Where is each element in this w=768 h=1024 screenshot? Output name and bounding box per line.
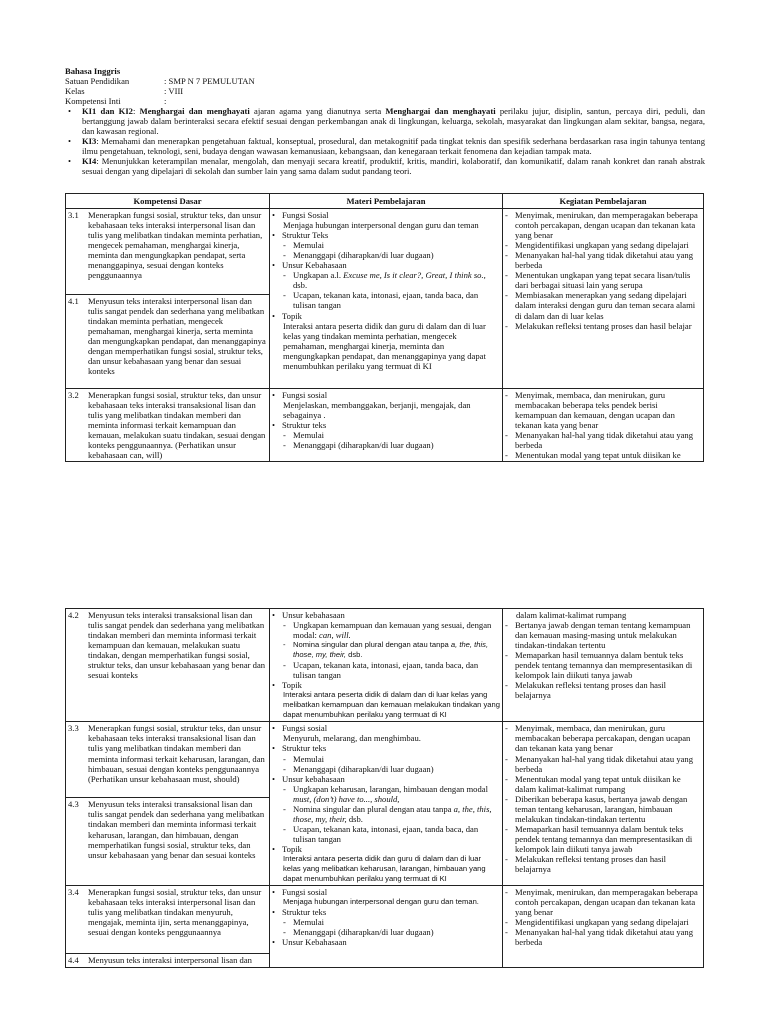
- dash-item: - Menanggapi (diharapkan/di luar dugaan): [272, 927, 500, 937]
- meta-row-ki: [65, 96, 705, 106]
- kd-number: 4.2: [68, 610, 79, 620]
- materi-text: Ucapan, tekanan kata, intonasi, ejaan, tanda baca, dan tulisan tangan: [293, 290, 479, 311]
- ki-text: : Memahami dan menerapkan pengetahuan faktual, konseptual, prosedural, dan metakognitif pada tingkat teknis dan spesifik sederhana berdasarkan rasa ingin tahunya tentang ilmu pengetahuan, teknologi, seni, budaya dengan wawasan kemanusiaan, kebangsaan, dan kenegaraan terkait fenomena dan kejadian tampak mata.: [82, 136, 705, 157]
- kd-cell: [66, 722, 270, 886]
- kd-item: [68, 887, 267, 953]
- dash-item: - Nomina singular dan plural dengan atau tanpa a, the, this, those, my, their, dsb.: [283, 803, 492, 824]
- materi-cell: [270, 209, 503, 389]
- kegiatan-item: - Menanyakan hal-hal yang tidak diketahui atau yang berbeda: [505, 430, 701, 450]
- materi-text: Menanggapi (diharapkan/di luar dugaan): [293, 440, 434, 451]
- materi-cell: [270, 886, 503, 968]
- dash-item: - Menanggapi (diharapkan/di luar dugaan): [272, 250, 500, 260]
- ki1-ki2-item: [65, 106, 705, 136]
- materi-heading: Unsur Kebahasaan: [282, 937, 347, 948]
- materi-text: Interaksi antara peserta didik di dalam dan di luar kelas yang melibatkan kemampuan dan kemauan melakukan tindakan yang dapat menumbuhkan perilaku yang termuat di KI: [283, 690, 500, 720]
- kd-cell: [66, 389, 270, 462]
- kegiatan-text: Memaparkan hasil temuannya dalam bentuk teks pendek tentang temannya dan mempresentasikan di kelompok lain diikuti tanya jawab: [515, 650, 693, 681]
- kegiatan-text: Memaparkan hasil temuannya dalam bentuk teks pendek tentang temannya dan mempresentasikan di kelompok lain diikuti tanya jawab: [515, 823, 693, 854]
- bullet-item: • Fungsi sosial: [272, 390, 500, 400]
- dash-item: - Ungkapan kemampuan dan kemauan yang sesuai, dengan modal: can, will.: [283, 620, 492, 641]
- materi-text: Menanggapi (diharapkan/di luar dugaan): [293, 250, 434, 261]
- kegiatan-text: Menentukan ungkapan yang tepat secara lisan/tulis dari berbagai situasi lain yang serupa: [515, 270, 691, 291]
- materi-text: Menjelaskan, membanggakan, berjanji, mengajak, dan sebagainya .: [283, 400, 471, 421]
- kd-cell: [66, 209, 270, 389]
- kegiatan-text: Menentukan modal yang tepat untuk diisikan ke dalam kalimat-kalimat rumpang: [515, 773, 681, 794]
- kegiatan-text: Menanyakan hal-hal yang tidak diketahui atau yang berbeda: [515, 250, 694, 271]
- kegiatan-item: - Mengidentifikasi ungkapan yang sedang dipelajari: [505, 917, 701, 927]
- ki-bold-text: Menghargai dan menghayati: [139, 106, 250, 117]
- materi-italic-text: must, (don’t) have to..., should,: [293, 793, 400, 804]
- ki-text: :: [132, 106, 140, 117]
- materi-heading: Fungsi sosial: [282, 723, 328, 734]
- materi-text: Memulai: [293, 430, 325, 441]
- col-header-kompetensi: Kompetensi Dasar: [66, 194, 270, 209]
- bullet-item: • Fungsi sosial: [272, 887, 500, 897]
- bullet-item: • Topik: [272, 311, 500, 321]
- meta-key: Satuan Pendidikan: [65, 76, 130, 87]
- bullet-item: • Fungsi sosial: [272, 723, 500, 733]
- materi-heading: Struktur teks: [282, 743, 327, 754]
- kd-item: [66, 294, 269, 377]
- meta-key: Kompetensi Inti: [65, 96, 121, 107]
- kd-item: [66, 797, 269, 860]
- kegiatan-item: - Menyimak, membaca, dan menirukan, guru membacakan beberapa percakapan, dengan ucapan dan tekanan kata yang benar: [505, 723, 701, 753]
- materi-heading: Unsur Kebahasaan: [282, 260, 347, 271]
- materi-text: Ucapan, tekanan kata, intonasi, ejaan, tanda baca, dan tulisan tangan: [293, 823, 479, 844]
- ki-label: KI4: [82, 156, 97, 167]
- meta-row-satuan: [65, 76, 705, 86]
- kd-text: Menyusun teks interaksi transaksional lisan dan tulis sangat pendek dan sederhana yang melibatkan tindakan memberi dan meminta informasi terkait keharusan, larangan, dan himbauan, dengan memperhatikan fungsi sosial, struktur teks, dan unsur kebahasaan yang benar dan sesuai konteks: [88, 799, 265, 860]
- materi-text: dsb.: [346, 650, 363, 660]
- bullet-item: • Topik: [272, 680, 500, 690]
- materi-italic-text: a, the, this, those, my, their,: [293, 640, 489, 660]
- ki-text: ajaran agama yang dianutnya serta: [249, 106, 386, 117]
- materi-text: Ucapan, tekanan kata, intonasi, ejaan, tanda baca, dan tulisan tangan: [293, 660, 479, 681]
- materi-cell: [270, 389, 503, 462]
- kd-number: 3.1: [68, 210, 79, 221]
- kd-text: Menerapkan fungsi sosial, struktur teks, dan unsur kebahasaan teks interaksi transaksional lisan dan tulis yang melibatkan tindakan memberi dan meminta informasi terkait kemampuan dan kemauan, melakukan suatu tindakan, sesuai dengan konteks penggunaannya. (Perhatikan unsur kebahasaan can, will): [88, 390, 266, 461]
- kegiatan-text: Menyimak, menirukan, dan memperagakan beberapa contoh percakapan, dengan ucapan dan tekanan kata yang benar: [515, 210, 698, 241]
- materi-italic-text: a, the, this, those, my, their,: [293, 803, 492, 824]
- curriculum-table-1: [65, 193, 704, 462]
- kegiatan-cell: [503, 209, 704, 389]
- kd-number: 4.3: [68, 799, 79, 810]
- kegiatan-text: Menentukan modal yang tepat untuk diisikan ke: [515, 450, 681, 461]
- kd-text: Menerapkan fungsi sosial, struktur teks, dan unsur kebahasaan teks interaksi interpersonal lisan dan tulis yang melibatkan tindakan meminta perhatian, mengecek pemahaman, menghargai kinerja, meminta dan mengungkapkan pendapat, serta menanggapinya, sesuai dengan konteks penggunaannya: [88, 210, 263, 281]
- kd-number: 3.2: [68, 390, 79, 401]
- kegiatan-cell: [503, 886, 704, 968]
- ki4-item: [65, 156, 705, 176]
- kompetensi-inti-list: [65, 106, 705, 176]
- kegiatan-item: - Menanyakan hal-hal yang tidak diketahui atau yang berbeda: [505, 754, 701, 774]
- bullet-item: • Unsur kebahasaan: [272, 774, 500, 784]
- kd-number: 3.3: [68, 723, 79, 734]
- materi-text: Memulai: [293, 240, 325, 251]
- kegiatan-item: - Menentukan modal yang tepat untuk diisikan ke: [505, 450, 701, 460]
- table-row: [66, 722, 704, 886]
- materi-heading: Topik: [282, 680, 302, 691]
- kegiatan-text: Menyimak, menirukan, dan memperagakan beberapa contoh percakapan, dengan ucapan dan tekanan kata yang benar: [515, 887, 698, 918]
- kd-item: [68, 610, 267, 680]
- materi-text: Memulai: [293, 753, 325, 764]
- dash-item: - Menanggapi (diharapkan/di luar dugaan): [272, 440, 500, 450]
- kegiatan-text: Membiasakan menerapkan yang sedang dipelajari dalam interaksi dengan guru dan teman secara alami di dalam dan di luar kelas: [515, 290, 696, 321]
- kd-item: [68, 390, 267, 460]
- col-header-materi: Materi Pembelajaran: [270, 194, 503, 209]
- dash-item: - Memulai: [272, 240, 500, 250]
- materi-heading: Fungsi sosial: [282, 887, 328, 898]
- kegiatan-item: - Membiasakan menerapkan yang sedang dipelajari dalam interaksi dengan guru dan teman secara alami di dalam dan di luar kelas: [505, 290, 701, 320]
- kegiatan-continuation: dalam kalimat-kalimat rumpang: [516, 610, 627, 620]
- dash-item: - Nomina singular dan plural dengan atau tanpa a, the, this, those, my, their, dsb.: [283, 640, 489, 660]
- subject-title: Bahasa Inggris: [65, 66, 121, 76]
- materi-text: Nomina singular dan plural dengan atau tanpa: [293, 640, 451, 650]
- materi-heading: Unsur kebahasaan: [282, 610, 345, 620]
- bullet-item: • Unsur kebahasaan: [272, 610, 500, 620]
- ki3-item: [65, 136, 705, 156]
- kegiatan-item: - Memaparkan hasil temuannya dalam bentuk teks pendek tentang temannya dan mempresentasikan di kelompok lain diikuti tanya jawab: [505, 650, 701, 680]
- bullet-item: • Fungsi Sosial: [272, 210, 500, 220]
- materi-heading: Struktur teks: [282, 420, 327, 431]
- bullet-item: • Struktur Teks: [272, 230, 500, 240]
- kegiatan-item: - Melakukan refleksi tentang proses dan hasil belajarnya: [505, 680, 701, 700]
- kegiatan-text: Bertanya jawab dengan teman tentang kemampuan dan kemauan masing-masing untuk melakukan tindakan-tindakan tertentu: [515, 620, 691, 651]
- meta-value: : VIII: [164, 86, 184, 97]
- kegiatan-item: - Mengidentifikasi ungkapan yang sedang dipelajari: [505, 240, 701, 250]
- kd-number: 3.4: [68, 887, 79, 898]
- kd-text: Menerapkan fungsi sosial, struktur teks, dan unsur kebahasaan teks interaksi transaksional lisan dan tulis yang melibatkan tindakan memberi dan meminta informasi terkait keharusan, larangan, dan himbauan, sesuai dengan konteks penggunaannya (Perhatikan unsur kebahasaan must, should): [88, 723, 265, 784]
- materi-text: Menanggapi (diharapkan/di luar dugaan): [293, 763, 434, 774]
- dash-item: - Memulai: [272, 430, 500, 440]
- kd-text: Menyusun teks interaksi interpersonal lisan dan: [88, 955, 252, 966]
- materi-text: Menyuruh, melarang, dan menghimbau.: [283, 733, 421, 744]
- kegiatan-text: Diberikan beberapa kasus, bertanya jawab dengan teman tentang keharusan, larangan, himbauan melakukan tindakan-tindakan tertentu: [515, 793, 688, 824]
- kegiatan-item: - Menyimak, menirukan, dan memperagakan beberapa contoh percakapan, dengan ucapan dan tekanan kata yang benar: [505, 210, 701, 240]
- kegiatan-text: Menanyakan hal-hal yang tidak diketahui atau yang berbeda: [515, 927, 694, 948]
- dash-item: - Ungkapan a.l. Excuse me, Is it clear?, Great, I think so., dsb.: [283, 270, 486, 291]
- kegiatan-item: - Diberikan beberapa kasus, bertanya jawab dengan teman tentang keharusan, larangan, himbauan melakukan tindakan-tindakan tertentu: [505, 794, 701, 824]
- curriculum-table-2: [65, 608, 704, 968]
- ki-text: : Menunjukkan keterampilan menalar, mengolah, dan menyaji secara kreatif, produktif, kritis, mandiri, kolaboratif, dan komunikatif, dalam ranah konkret dan ranah abstrak sesuai dengan yang dipelajari di sekolah dan sumber lain yang sama dalam sudut pandang teori.: [82, 156, 705, 177]
- ki-label: KI3: [82, 136, 97, 147]
- materi-text: Memulai: [293, 917, 325, 928]
- table-header-row: [66, 194, 704, 209]
- materi-italic-text: can, will.: [319, 630, 351, 641]
- bullet-item: • Struktur teks: [272, 420, 500, 430]
- meta-key: Kelas: [65, 86, 85, 97]
- materi-text: Interaksi antara peserta didik dan guru di dalam dan di luar kelas yang melibatkan keharusan, larangan, himbauan yang dapat menumbuhkan perilaku yang termuat di KI: [283, 853, 486, 883]
- materi-text: Menjaga hubungan interpersonal dengan guru dan teman: [283, 220, 479, 231]
- kd-number: 4.1: [68, 296, 79, 307]
- kegiatan-item: - Menentukan ungkapan yang tepat secara lisan/tulis dari berbagai situasi lain yang serupa: [505, 270, 701, 290]
- materi-heading: Fungsi Sosial: [282, 210, 329, 221]
- kd-item: [68, 210, 267, 294]
- kegiatan-text: Menanyakan hal-hal yang tidak diketahui atau yang berbeda: [515, 430, 694, 451]
- materi-text: Ungkapan kemampuan dan kemauan yang sesuai, dengan modal:: [293, 620, 492, 641]
- kegiatan-text: Mengidentifikasi ungkapan yang sedang dipelajari: [515, 917, 689, 928]
- bullet-item: • Unsur Kebahasaan: [272, 260, 500, 270]
- kegiatan-text: Menyimak, membaca, dan menirukan, guru membacakan beberapa percakapan, dengan ucapan dan tekanan kata yang benar: [515, 723, 691, 754]
- materi-cell: [270, 722, 503, 886]
- bullet-item: • Topik: [272, 844, 500, 854]
- kd-cell: [66, 609, 270, 722]
- materi-text: dsb.: [293, 280, 308, 291]
- kegiatan-item: - Menanyakan hal-hal yang tidak diketahui atau yang berbeda: [505, 927, 701, 947]
- materi-italic-text: Excuse me, Is it clear?, Great, I think so.,: [343, 270, 486, 281]
- ki-text: perilaku jujur, disiplin, santun, percaya diri, peduli, dan bertanggung jawab dalam berinteraksi secara efektif sesuai dengan perkembangan anak di lingkungan, keluarga, sekolah, masyarakat dan lingkungan alam sekitar, bangsa, negara, dan kawasan regional.: [82, 106, 706, 137]
- meta-row-kelas: [65, 86, 705, 96]
- materi-heading: Topik: [282, 843, 302, 854]
- kd-text: Menyusun teks interaksi interpersonal lisan dan tulis sangat pendek dan sederhana yang melibatkan tindakan meminta perhatian, mengecek pemahaman, menghargai kinerja, serta meminta dan mengungkapkan pendapat, dan menanggapinya dengan memperhatikan fungsi sosial, struktur teks, dan unsur kebahasaan yang benar dan sesuai konteks: [88, 296, 266, 377]
- ki-label: KI1 dan KI2: [82, 106, 133, 117]
- kd-text: Menerapkan fungsi sosial, struktur teks, dan unsur kebahasaan teks interaksi interpersonal lisan dan tulis yang melibatkan tindakan menyuruh, mengajak, meminta ijin, serta menanggapinya, sesuai dengan konteks penggunaannya: [88, 887, 262, 938]
- kegiatan-cell: [503, 389, 704, 462]
- kegiatan-text: Melakukan refleksi tentang proses dan hasil belajarnya: [515, 853, 667, 875]
- table-row: [66, 609, 704, 722]
- materi-text: Ungkapan a.l.: [293, 270, 344, 281]
- dash-item: - Ucapan, tekanan kata, intonasi, ejaan, tanda baca, dan tulisan tangan: [272, 824, 500, 844]
- kd-item: [68, 723, 267, 797]
- table-row: [66, 209, 704, 389]
- materi-text: Interaksi antara peserta didik dan guru di dalam dan di luar kelas yang tindakan meminta perhatian, mengecek pemahaman, menghargai kinerja, meminta dan mengungkapkan pendapat, dan menanggapinya yang dapat menumbuhkan perilaku yang termuat di KI: [283, 320, 486, 371]
- materi-text: Menanggapi (diharapkan/di luar dugaan): [293, 927, 434, 938]
- kegiatan-item: - Menyimak, membaca, dan menirukan, guru membacakan beberapa teks pendek berisi kemampuan dan kemauan, dengan ucapan dan tekanan kata yang benar: [505, 390, 701, 430]
- col-header-kegiatan: Kegiatan Pembelajaran: [503, 194, 704, 209]
- bullet-item: • Unsur Kebahasaan: [272, 937, 500, 947]
- kegiatan-text: Melakukan refleksi tentang proses dan hasil belajar: [515, 320, 692, 331]
- kd-item: [66, 953, 269, 966]
- materi-heading: Topik: [282, 310, 302, 321]
- bullet-item: • Struktur teks: [272, 743, 500, 753]
- materi-heading: Struktur teks: [282, 907, 327, 918]
- ki-bold-text: Menghargai dan menghayati: [385, 106, 496, 117]
- dash-item: - Memulai: [272, 917, 500, 927]
- kd-number: 4.4: [68, 955, 79, 966]
- materi-heading: Unsur kebahasaan: [282, 773, 345, 784]
- bullet-item: • Struktur teks: [272, 907, 500, 917]
- materi-text: Menjaga hubungan interpersonal dengan guru dan teman.: [283, 897, 479, 907]
- meta-value: : SMP N 7 PEMULUTAN: [164, 76, 255, 87]
- kd-text: Menyusun teks interaksi transaksional lisan dan tulis sangat pendek dan sederhana yang melibatkan tindakan memberi dan meminta informasi terkait kemampuan dan kemauan, melakukan suatu tindakan, dengan memperhatikan fungsi sosial, struktur teks, dan unsur kebahasaan yang benar dan sesuai konteks: [88, 610, 266, 681]
- kegiatan-cell: [503, 609, 704, 722]
- kegiatan-item: - Memaparkan hasil temuannya dalam bentuk teks pendek tentang temannya dan mempresentasikan di kelompok lain diikuti tanya jawab: [505, 824, 701, 854]
- kegiatan-text: Menanyakan hal-hal yang tidak diketahui atau yang berbeda: [515, 753, 694, 774]
- kegiatan-item: - Melakukan refleksi tentang proses dan hasil belajarnya: [505, 854, 701, 874]
- materi-text: dsb.: [346, 813, 363, 824]
- table-row: [66, 886, 704, 968]
- materi-heading: Fungsi sosial: [282, 390, 328, 401]
- kegiatan-item: - Bertanya jawab dengan teman tentang kemampuan dan kemauan masing-masing untuk melakukan tindakan-tindakan tertentu: [505, 620, 701, 650]
- kegiatan-item: - Menanyakan hal-hal yang tidak diketahui atau yang berbeda: [505, 250, 701, 270]
- dash-item: - Ucapan, tekanan kata, intonasi, ejaan, tanda baca, dan tulisan tangan: [272, 660, 500, 680]
- document-header: [65, 66, 705, 177]
- kegiatan-item: - Melakukan refleksi tentang proses dan hasil belajar: [505, 321, 701, 331]
- kegiatan-text: Menyimak, membaca, dan menirukan, guru membacakan beberapa teks pendek berisi kemampuan dan kemauan, dengan ucapan dan tekanan kata yang benar: [515, 390, 675, 431]
- materi-text: Nomina singular dan plural dengan atau tanpa: [293, 803, 454, 814]
- dash-item: - Memulai: [272, 754, 500, 764]
- materi-text: Ungkapan keharusan, larangan, himbauan dengan modal: [293, 783, 488, 794]
- meta-value: :: [164, 96, 167, 107]
- kegiatan-text: Mengidentifikasi ungkapan yang sedang dipelajari: [515, 240, 689, 251]
- kd-cell: [66, 886, 270, 968]
- materi-heading: Struktur Teks: [282, 230, 329, 241]
- kegiatan-cell: [503, 722, 704, 886]
- kegiatan-item: - Menyimak, menirukan, dan memperagakan beberapa contoh percakapan, dengan ucapan dan tekanan kata yang benar: [505, 887, 701, 917]
- dash-item: - Ucapan, tekanan kata, intonasi, ejaan, tanda baca, dan tulisan tangan: [272, 290, 500, 310]
- kegiatan-item: - Menentukan modal yang tepat untuk diisikan ke dalam kalimat-kalimat rumpang: [505, 774, 701, 794]
- materi-cell: [270, 609, 503, 722]
- table-row: [66, 389, 704, 462]
- dash-item: - Ungkapan keharusan, larangan, himbauan dengan modal must, (don’t) have to..., should,: [283, 783, 488, 804]
- dash-item: - Menanggapi (diharapkan/di luar dugaan): [272, 764, 500, 774]
- kegiatan-text: Melakukan refleksi tentang proses dan hasil belajarnya: [515, 680, 667, 701]
